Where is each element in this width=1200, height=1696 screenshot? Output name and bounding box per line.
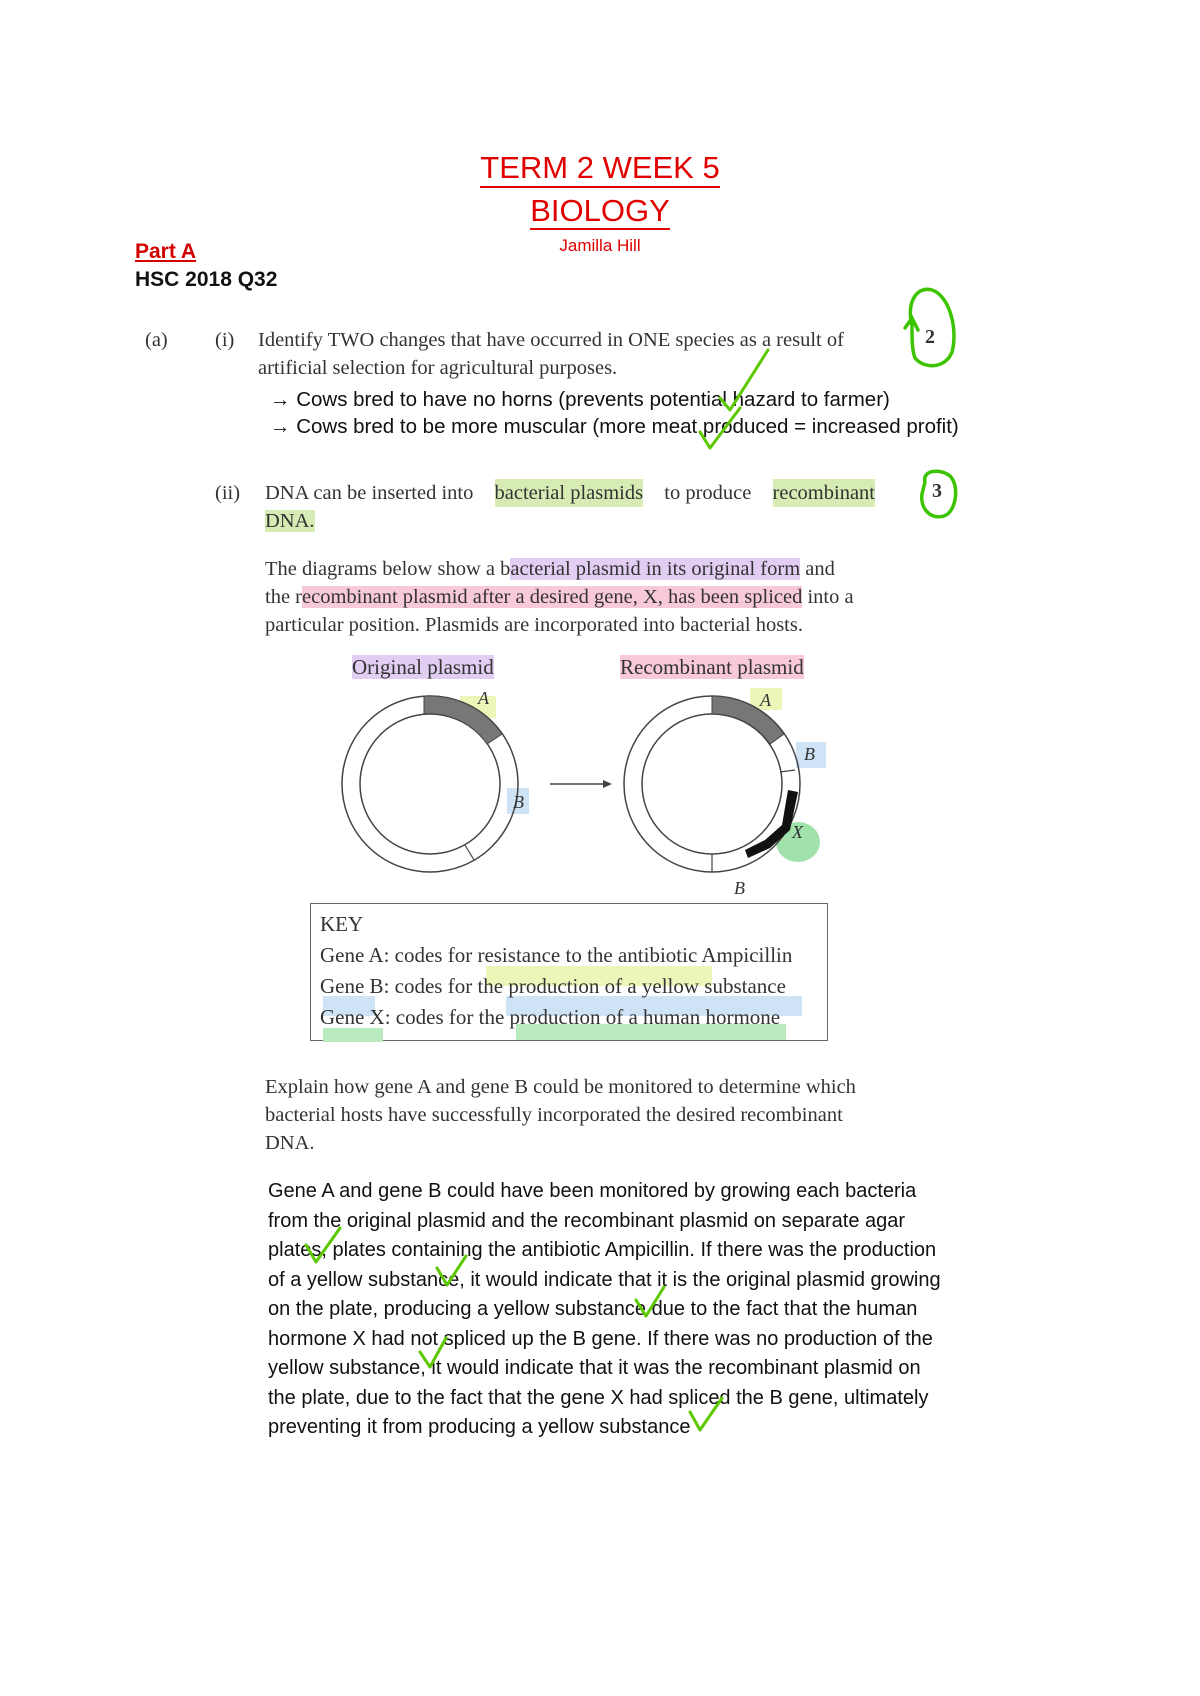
key-gene-x: Gene X: codes for the production of a human hormone	[320, 1005, 781, 1029]
subject-title: BIOLOGY	[530, 193, 670, 228]
key-heading: KEY	[320, 912, 364, 936]
key-box	[310, 903, 828, 1041]
gene-b-label-recombinant-top: B	[804, 744, 815, 764]
gene-x-label: X	[792, 822, 803, 842]
key-gene-a: Gene A: codes for resistance to the antibiotic Ampicillin	[320, 943, 793, 967]
marks-a-i: 2	[925, 326, 935, 348]
question-a-ii-label: (ii)	[215, 482, 241, 504]
question-a-i-text: Identify TWO changes that have occurred in ONE species as a result of artificial selection for agricultural purposes.	[258, 329, 844, 379]
question-a-ii-para: The diagrams below show a bacterial plasmid in its original form and the recombinant plasmid after a desired gene, X, has been spliced into a particular position. Plasmids are incorporated into bacterial hosts.	[265, 558, 854, 636]
student-answer: Gene A and gene B could have been monitored by growing each bacteria from the original plasmid and the recombinant plasmid on separate agar plates, plates containing the antibiotic Ampicillin. If there was the production of a yellow substance, it would indicate that it is the original plasmid growing on the plate, producing a yellow substance due to the fact that the human hormone X had not spliced up the B gene. If there was no production of the yellow substance, it would indicate that it was the recombinant plasmid on the plate, due to the fact that the gene X had spliced the B gene, ultimately preventing it from producing a yellow substance	[268, 1180, 941, 1438]
recombinant-plasmid	[624, 696, 800, 872]
answer-a-i-1: → Cows bred to have no horns (prevents potential hazard to farmer)	[270, 388, 890, 411]
plasmid-diagram	[320, 680, 860, 910]
gene-b-label-recombinant-bottom: B	[734, 878, 745, 898]
original-plasmid-label: Original plasmid	[352, 655, 494, 679]
question-ref: HSC 2018 Q32	[135, 268, 278, 291]
gene-a-label-recombinant: A	[760, 690, 771, 710]
recombinant-plasmid-label: Recombinant plasmid	[620, 655, 804, 679]
gene-b-label-original: B	[513, 792, 524, 812]
author-name: Jamilla Hill	[559, 236, 641, 255]
question-a-label: (a)	[145, 329, 168, 351]
question-a-i-label: (i)	[215, 329, 235, 351]
page-title: TERM 2 WEEK 5	[0, 150, 1200, 186]
key-gene-b: Gene B: codes for the production of a yellow substance	[320, 974, 786, 998]
gene-a-label-original: A	[478, 688, 489, 708]
transformation-arrow	[550, 780, 612, 788]
question-a-ii-intro: DNA can be inserted into bacterial plasmids to produce recombinant DNA.	[265, 479, 875, 535]
original-plasmid	[342, 696, 518, 872]
part-label: Part A	[135, 240, 197, 263]
answer-a-i-2: → Cows bred to be more muscular (more meat produced = increased profit)	[270, 415, 959, 438]
marks-a-ii: 3	[932, 480, 942, 502]
explain-question: Explain how gene A and gene B could be monitored to determine which bacterial hosts have successfully incorporated the desired recombinant DNA.	[265, 1076, 856, 1154]
